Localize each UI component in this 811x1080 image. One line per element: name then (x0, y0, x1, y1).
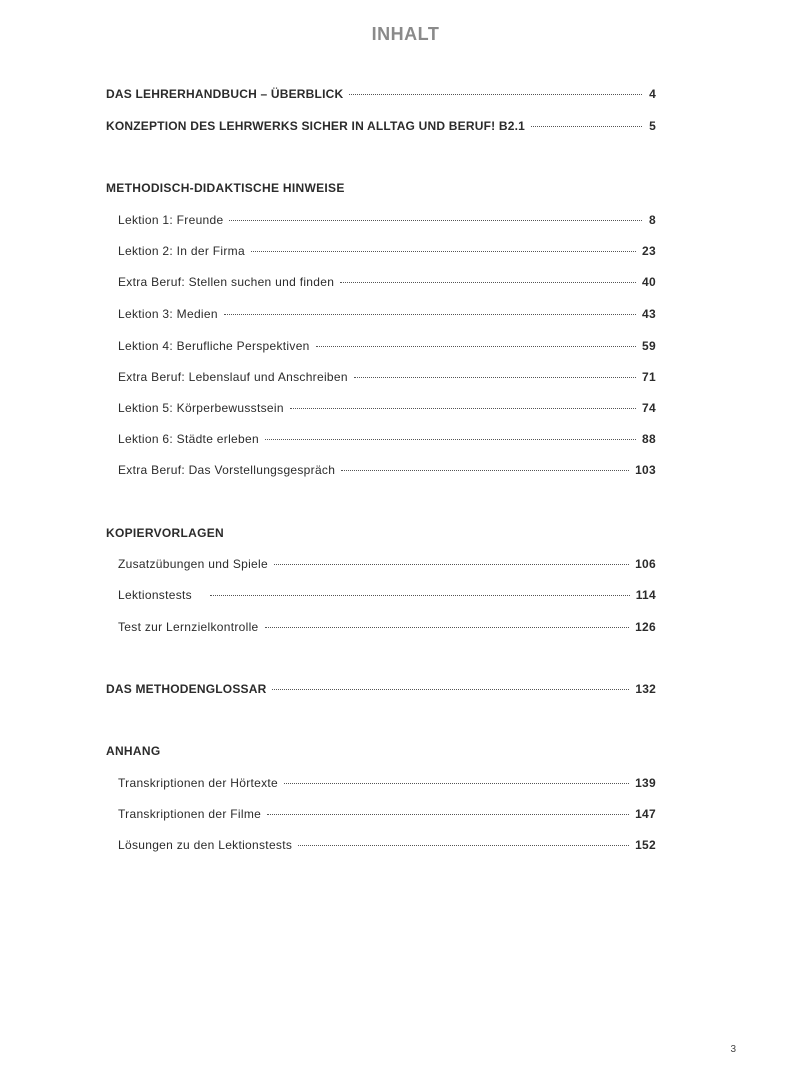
dot-leader (340, 281, 636, 283)
toc-entry[interactable] (118, 462, 656, 478)
toc-entry-page: 59 (642, 339, 656, 353)
section-heading-anhang: ANHANG (106, 744, 161, 758)
toc-entry-label: Lektion 2: In der Firma (118, 244, 245, 258)
dot-leader (290, 407, 636, 409)
toc-entry-label: Lektion 4: Berufliche Perspektiven (118, 339, 310, 353)
toc-entry-label: DAS METHODENGLOSSAR (106, 682, 267, 696)
dot-leader (272, 688, 629, 690)
toc-entry[interactable] (118, 431, 656, 447)
dot-leader (251, 250, 636, 252)
section-heading-methodisch: METHODISCH-DIDAKTISCHE HINWEISE (106, 181, 345, 195)
toc-entry-page: 147 (635, 807, 656, 821)
page-title: INHALT (371, 24, 440, 44)
toc-entry[interactable] (118, 369, 656, 385)
toc-entry[interactable] (118, 806, 656, 822)
toc-entry-glossar[interactable] (106, 681, 656, 697)
toc-entry-label: Extra Beruf: Stellen suchen und finden (118, 275, 335, 289)
toc-entry-page: 71 (642, 370, 656, 384)
toc-entry-page: 5 (649, 119, 656, 133)
toc-entry-page: 103 (635, 463, 656, 477)
dot-leader (274, 563, 629, 565)
dot-leader (341, 469, 629, 471)
toc-entry[interactable] (118, 338, 656, 354)
dot-leader (224, 313, 636, 315)
toc-entry[interactable] (118, 212, 656, 228)
toc-entry-page: 40 (642, 275, 656, 289)
toc-entry-page: 139 (635, 776, 656, 790)
page-number: 3 (730, 1044, 736, 1055)
dot-leader (265, 438, 636, 440)
toc-entry[interactable] (118, 587, 656, 603)
toc-entry-page: 132 (635, 682, 656, 696)
toc-entry-label: Transkriptionen der Hörtexte (118, 776, 279, 790)
dot-leader (265, 626, 630, 628)
section-heading-kopiervorlagen: KOPIERVORLAGEN (106, 526, 224, 540)
dot-leader (210, 594, 630, 596)
toc-entry-page: 8 (649, 213, 656, 227)
toc-entry-label: KONZEPTION DES LEHRWERKS SICHER IN ALLTAG UND BERUF! B2.1 (106, 119, 525, 133)
toc-entry-label: Lektion 6: Städte erleben (118, 432, 259, 446)
toc-entry-page: 152 (635, 838, 656, 852)
dot-leader (284, 782, 629, 784)
toc-entry[interactable] (118, 775, 656, 791)
toc-entry[interactable] (118, 306, 656, 322)
toc-entry[interactable] (118, 556, 656, 572)
dot-leader (316, 345, 636, 347)
toc-entry-page: 114 (635, 588, 656, 602)
toc-entry-label: Extra Beruf: Lebenslauf und Anschreiben (118, 370, 348, 384)
toc-entry[interactable] (118, 837, 656, 853)
toc-entry[interactable] (118, 619, 656, 635)
toc-entry[interactable] (118, 400, 656, 416)
toc-entry-label: Lektionstests (118, 588, 192, 602)
toc-entry-page: 126 (635, 620, 656, 634)
dot-leader (349, 93, 642, 95)
toc-entry-label: Lektion 3: Medien (118, 307, 218, 321)
toc-entry[interactable] (118, 274, 656, 290)
toc-entry-overview[interactable] (106, 86, 656, 102)
toc-entry-page: 23 (642, 244, 656, 258)
toc-entry-label: DAS LEHRERHANDBUCH – ÜBERBLICK (106, 87, 344, 101)
toc-entry-label: Extra Beruf: Das Vorstellungsgespräch (118, 463, 336, 477)
toc-entry-label: Lektion 1: Freunde (118, 213, 224, 227)
toc-entry-page: 106 (635, 557, 656, 571)
toc-entry-label: Test zur Lernzielkontrolle (118, 620, 259, 634)
dot-leader (531, 125, 642, 127)
dot-leader (267, 813, 629, 815)
dot-leader (229, 219, 642, 221)
toc-entry[interactable] (118, 243, 656, 259)
toc-entry-page: 88 (642, 432, 656, 446)
toc-entry-label: Transkriptionen der Filme (118, 807, 262, 821)
toc-entry-page: 43 (642, 307, 656, 321)
toc-entry-label: Lektion 5: Körperbewusstsein (118, 401, 284, 415)
toc-entry-page: 74 (642, 401, 656, 415)
toc-entry-label: Lösungen zu den Lektionstests (118, 838, 293, 852)
toc-entry-page: 4 (649, 87, 656, 101)
dot-leader (298, 844, 629, 846)
dot-leader (354, 376, 636, 378)
toc-entry-label: Zusatzübungen und Spiele (118, 557, 268, 571)
toc-entry-konzeption[interactable] (106, 118, 656, 134)
